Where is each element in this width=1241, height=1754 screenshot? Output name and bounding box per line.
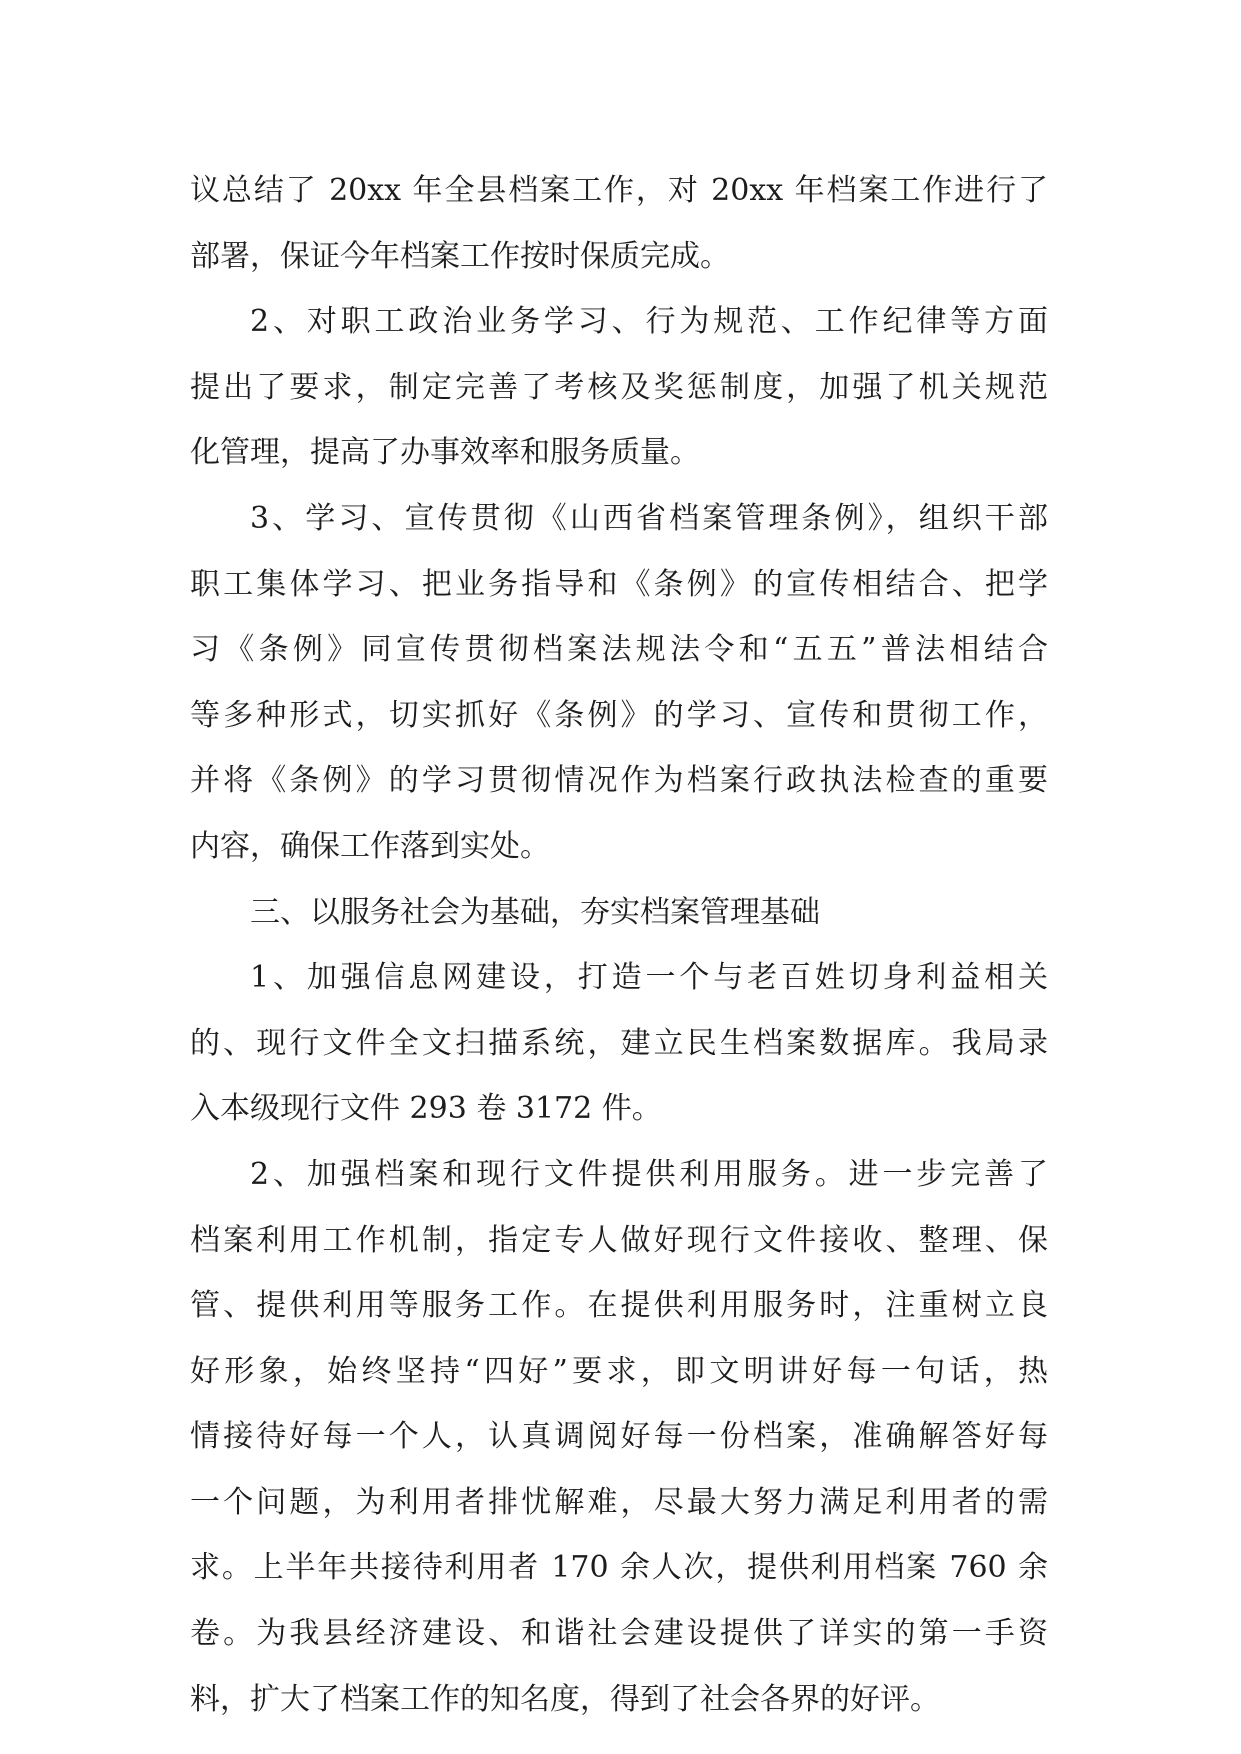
text-line: 情接待好每一个人，认真调阅好每一份档案，准确解答好每 [190, 1419, 1048, 1455]
text-line: 化管理，提高了办事效率和服务质量。 [190, 435, 700, 471]
text-line: 求。上半年共接待利用者 170 余人次，提供利用档案 760 余 [190, 1550, 1048, 1586]
text-line: 好形象，始终坚持“四好”要求，即文明讲好每一句话，热 [190, 1353, 1048, 1389]
text-line: 料，扩大了档案工作的知名度，得到了社会各界的好评。 [190, 1681, 940, 1717]
text-line: 1、加强信息网建设，打造一个与老百姓切身利益相关 [250, 960, 1048, 996]
text-line: 卷。为我县经济建设、和谐社会建设提供了详实的第一手资 [190, 1616, 1048, 1652]
document-body [190, 158, 1048, 1732]
text-line: 一个问题，为利用者排忧解难，尽最大努力满足利用者的需 [190, 1484, 1048, 1520]
text-line: 的、现行文件全文扫描系统，建立民生档案数据库。我局录 [190, 1025, 1048, 1061]
section-heading: 三、以服务社会为基础，夯实档案管理基础 [250, 894, 820, 930]
text-line: 入本级现行文件 293 卷 3172 件。 [190, 1091, 662, 1127]
text-line: 提出了要求，制定完善了考核及奖惩制度，加强了机关规范 [190, 369, 1048, 405]
text-line: 部署，保证今年档案工作按时保质完成。 [190, 238, 730, 274]
text-line: 习《条例》同宣传贯彻档案法规法令和“五五”普法相结合 [190, 632, 1048, 668]
text-line: 2、加强档案和现行文件提供利用服务。进一步完善了 [250, 1156, 1048, 1192]
text-line: 2、对职工政治业务学习、行为规范、工作纪律等方面 [250, 304, 1048, 340]
text-line: 议总结了 20xx 年全县档案工作，对 20xx 年档案工作进行了 [190, 173, 1048, 208]
text-line: 3、学习、宣传贯彻《山西省档案管理条例》，组织干部 [250, 500, 1048, 536]
text-line: 职工集体学习、把业务指导和《条例》的宣传相结合、把学 [190, 566, 1048, 602]
text-line: 管、提供利用等服务工作。在提供利用服务时，注重树立良 [190, 1288, 1048, 1324]
text-line: 档案利用工作机制，指定专人做好现行文件接收、整理、保 [190, 1222, 1048, 1258]
text-line: 等多种形式，切实抓好《条例》的学习、宣传和贯彻工作， [190, 697, 1048, 733]
text-line: 并将《条例》的学习贯彻情况作为档案行政执法检查的重要 [190, 763, 1048, 799]
text-line: 内容，确保工作落到实处。 [190, 828, 550, 864]
